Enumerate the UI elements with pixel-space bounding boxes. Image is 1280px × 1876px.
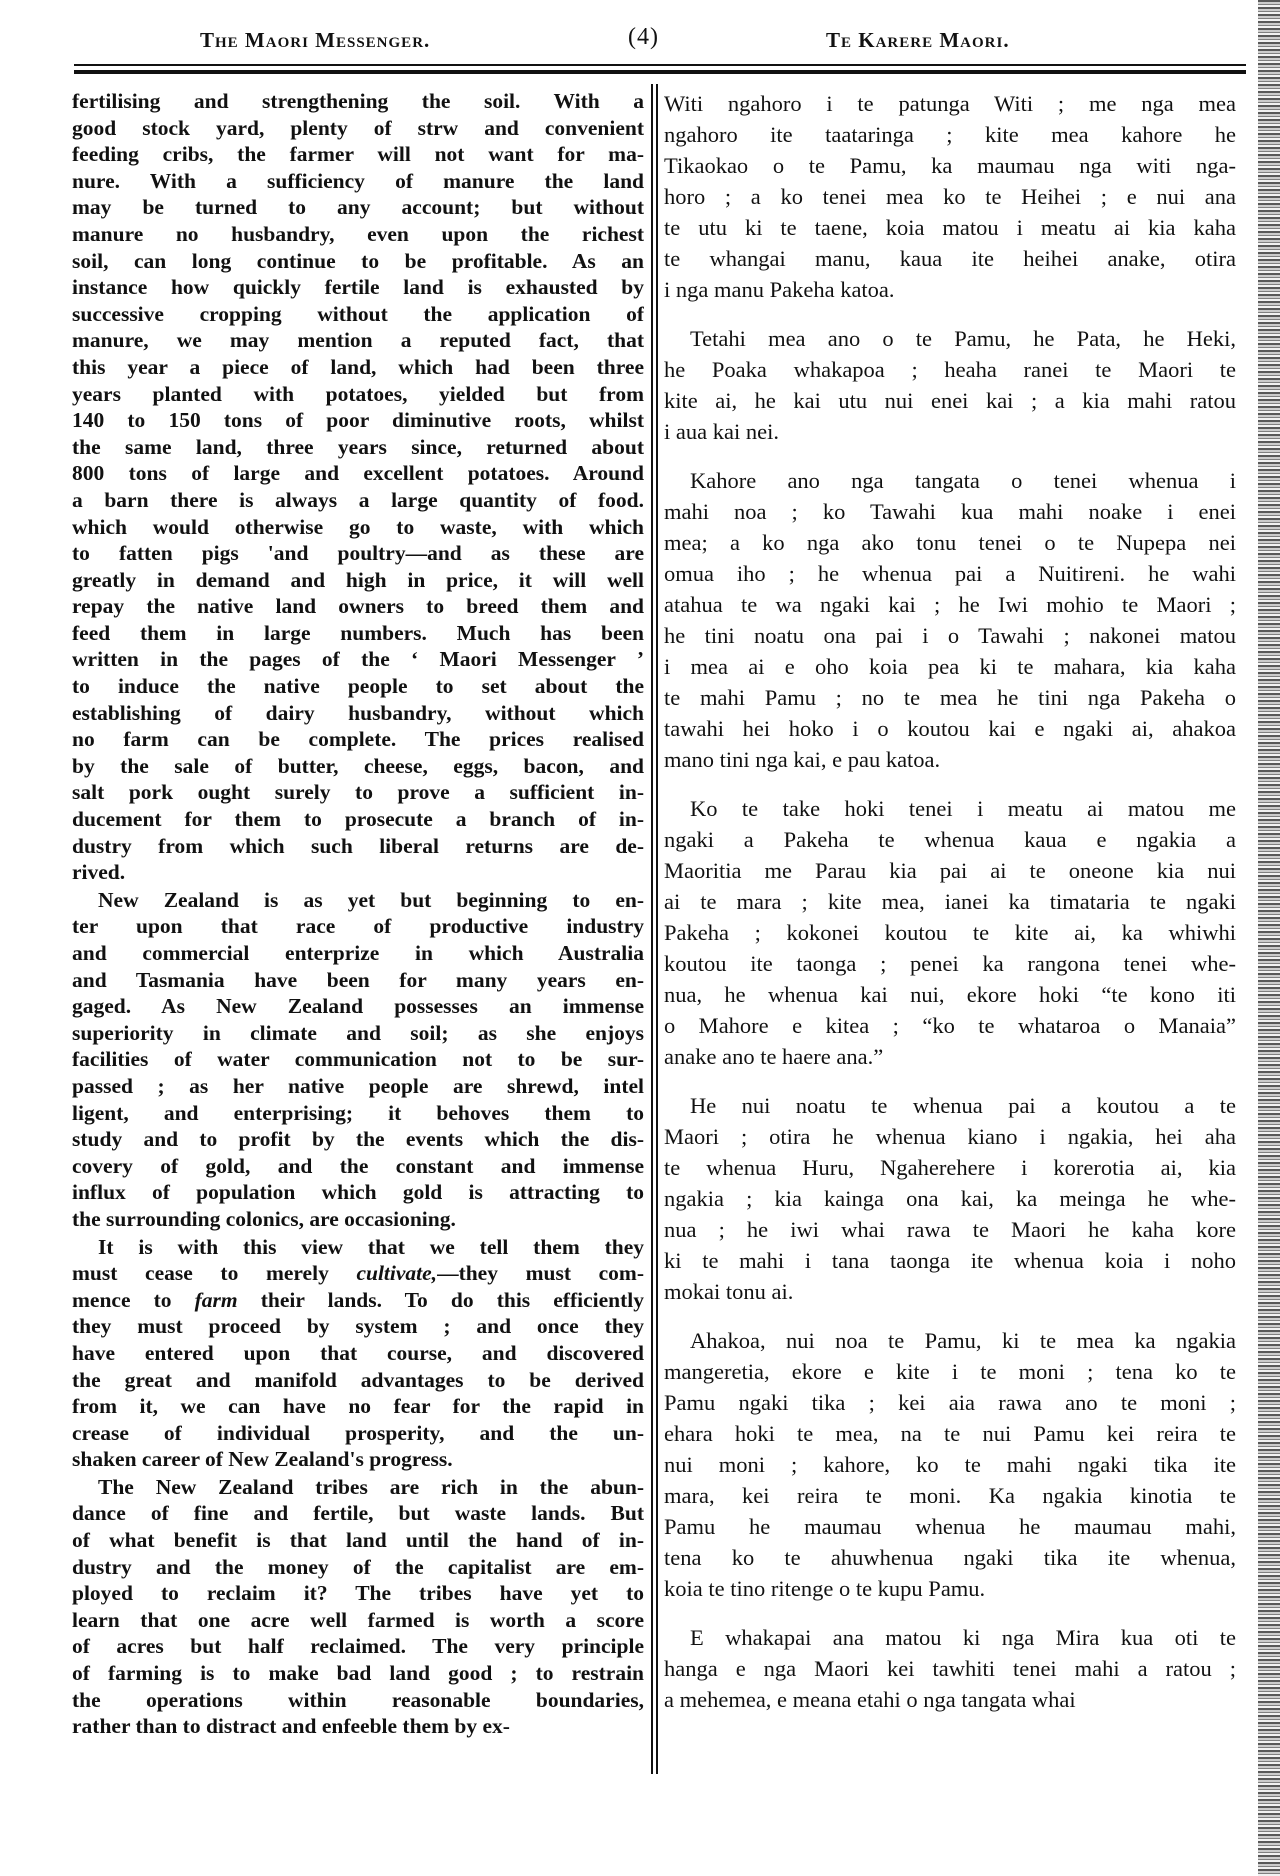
text-line: Ahakoa, nui noa te Pamu, ki te mea ka ngakia <box>690 1328 1236 1353</box>
text-line: Pakeha ; kokonei koutou te kite ai, ka whiwhi <box>664 920 1236 945</box>
text-line: anake ano te haere ana.” <box>664 1044 884 1069</box>
text-line: greatly in demand and high in price, it will well <box>72 567 644 592</box>
text-line: Maoritia me Parau kia pai ai te oneone kia nui <box>664 858 1236 883</box>
text-line: manure, we may mention a reputed fact, that <box>72 328 644 353</box>
text-line: ployed to reclaim it? The tribes have yet to <box>72 1581 644 1606</box>
text-line: Maori ; otira he whenua kiano i ngakia, hei aha <box>664 1124 1236 1149</box>
text-line: i aua kai nei. <box>664 419 779 444</box>
masthead-maori-title: Te Karere Maori. <box>826 28 1010 52</box>
paragraph <box>664 465 1236 775</box>
text-line: of what benefit is that land until the hand of in- <box>72 1528 644 1553</box>
text-line: he Poaka whakapoa ; heaha ranei te Maori te <box>664 357 1236 382</box>
paragraph <box>664 1622 1236 1715</box>
text-line: manure no husbandry, even upon the richest <box>72 221 644 246</box>
text-line: good stock yard, plenty of strw and convenient <box>72 115 644 140</box>
text-line: nure. With a sufficiency of manure the land <box>72 168 644 193</box>
text-line: no farm can be complete. The prices realised <box>72 727 644 752</box>
text-line: 800 tons of large and excellent potatoes. Around <box>72 461 644 486</box>
text-line: horo ; a ko tenei mea ko te Heihei ; e nui ana <box>664 184 1236 209</box>
text-line: ducement for them to prosecute a branch of in- <box>72 807 644 832</box>
scanned-page-edge <box>1258 0 1280 1876</box>
text-line: dance of fine and fertile, but waste lands. But <box>72 1501 644 1526</box>
text-line: mokai tonu ai. <box>664 1279 794 1304</box>
text-line: rather than to distract and enfeeble them by ex- <box>72 1714 510 1739</box>
text-line: Pamu ngaki tika ; kei aia rawa ano te moni ; <box>664 1390 1236 1415</box>
text-line: a barn there is always a large quantity of food. <box>72 487 644 512</box>
text-line: fertilising and strengthening the soil. With a <box>72 89 644 113</box>
paragraph <box>664 1090 1236 1307</box>
text-line <box>72 1260 644 1287</box>
text-line: tawahi hei hoko i o koutou kai e ngaki ai, ahakoa <box>664 716 1236 741</box>
text-line: The New Zealand tribes are rich in the abun- <box>98 1474 644 1499</box>
text-line: of acres but half reclaimed. The very principle <box>72 1634 644 1659</box>
text-line: te utu ki te taene, koia matou i meatu ai kia kaha <box>664 215 1236 240</box>
text-line <box>72 1287 644 1314</box>
text-line: nua ; he iwi whai rawa te Maori he kaha kore <box>664 1217 1236 1242</box>
text-line: te whenua Huru, Ngaherehere i korerotia ai, kia <box>664 1155 1236 1180</box>
text-line: i mea ai e oho koia pea ki te mahara, kia kaha <box>664 654 1236 679</box>
text-line: may be turned to any account; but without <box>72 195 644 220</box>
column-divider <box>651 84 653 1774</box>
text-line: salt pork ought surely to prove a sufficient in- <box>72 780 644 805</box>
text-line: soil, can long continue to be profitable. As an <box>72 248 644 273</box>
text-line: te whangai manu, kaua ite heihei anake, otira <box>664 246 1236 271</box>
text-line: koutou ite taonga ; penei ka rangona tenei whe- <box>664 951 1236 976</box>
text-line: and commercial enterprize in which Australia <box>72 941 644 965</box>
text-line: i nga manu Pakeha katoa. <box>664 277 895 302</box>
paragraph <box>72 1474 644 1740</box>
text-segment: mence to <box>72 1287 195 1312</box>
text-line: he tini noatu ona pai i o Tawahi ; nakonei matou <box>664 623 1236 648</box>
text-line: the surrounding colonics, are occasioning. <box>72 1206 456 1231</box>
text-line: to induce the native people to set about the <box>72 674 644 699</box>
text-line: have entered upon that course, and discovered <box>72 1340 644 1365</box>
text-line: and Tasmania have been for many years en- <box>72 967 644 992</box>
text-line: crease of individual prosperity, and the un- <box>72 1420 644 1445</box>
text-line: they must proceed by system ; and once they <box>72 1314 644 1339</box>
text-line: kite ai, he kai utu nui enei kai ; a kia mahi ratou <box>664 388 1236 413</box>
text-line: feed them in large numbers. Much has been <box>72 620 644 645</box>
text-line: by the sale of butter, cheese, eggs, bacon, and <box>72 753 644 778</box>
text-line: He nui noatu te whenua pai a koutou a te <box>690 1093 1236 1118</box>
italic-text: cultivate, <box>356 1261 438 1286</box>
text-line: passed ; as her native people are shrewd, intel <box>72 1073 644 1098</box>
text-line: dustry and the money of the capitalist are em- <box>72 1554 644 1579</box>
italic-text: farm <box>194 1287 238 1312</box>
text-line: learn that one acre well farmed is worth a score <box>72 1607 644 1632</box>
text-line: repay the native land owners to breed them and <box>72 594 644 619</box>
text-line: years planted with potatoes, yielded but from <box>72 381 644 406</box>
text-line: from it, we can have no fear for the rapid in <box>72 1394 644 1419</box>
text-line: mano tini nga kai, e pau katoa. <box>664 747 941 772</box>
text-line: nui moni ; kahore, ko te mahi ngaki tika ite <box>664 1452 1236 1477</box>
text-line: establishing of dairy husbandry, without which <box>72 700 644 725</box>
text-line: tena ko te ahuwhenua ngaki tika ite whenua, <box>664 1545 1236 1570</box>
text-segment: —they must com- <box>437 1261 644 1286</box>
text-line: E whakapai ana matou ki nga Mira kua oti te <box>690 1625 1236 1650</box>
masthead-english-title: The Maori Messenger. <box>200 28 431 52</box>
text-line: gaged. As New Zealand possesses an immense <box>72 994 644 1019</box>
paragraph <box>664 323 1236 447</box>
text-line: Tetahi mea ano o te Pamu, he Pata, he Heki, <box>690 326 1236 351</box>
text-line: the great and manifold advantages to be derived <box>72 1367 644 1392</box>
text-line: te mahi Pamu ; no te mea he tini nga Pakeha o <box>664 685 1236 710</box>
column-divider <box>656 84 658 1774</box>
header-rule-thin <box>74 64 1246 66</box>
text-line: Ko te take hoki tenei i meatu ai matou me <box>690 796 1236 821</box>
text-line: covery of gold, and the constant and immense <box>72 1153 644 1178</box>
text-line: ligent, and enterprising; it behoves them to <box>72 1100 644 1125</box>
text-line: facilities of water communication not to be sur- <box>72 1047 644 1072</box>
text-line: superiority in climate and soil; as she enjoys <box>72 1020 644 1045</box>
text-line: ngahoro ite taataringa ; kite mea kahore he <box>664 122 1236 147</box>
text-segment: their lands. To do this efficiently <box>237 1287 644 1312</box>
text-line: New Zealand is as yet but beginning to en- <box>98 887 644 912</box>
text-line: ki te mahi i tana taonga ite whenua koia i noho <box>664 1248 1236 1273</box>
paragraph <box>72 88 644 886</box>
text-line: instance how quickly fertile land is exhausted by <box>72 275 644 300</box>
maori-column <box>664 88 1236 1715</box>
text-line: mea; a ko nga ako tonu tenei o te Nupepa nei <box>664 530 1236 555</box>
text-line: feeding cribs, the farmer will not want for ma- <box>72 142 644 167</box>
paragraph <box>72 1234 644 1473</box>
text-line: Witi ngahoro i te patunga Witi ; me nga mea <box>664 91 1236 116</box>
text-line: the same land, three years since, returned about <box>72 434 644 459</box>
text-line: study and to profit by the events which the dis- <box>72 1127 644 1152</box>
paragraph <box>664 793 1236 1072</box>
header-rule-thick <box>74 70 1246 74</box>
text-line: Tikaokao o te Pamu, ka maumau nga witi nga- <box>664 153 1236 178</box>
text-line: written in the pages of the ‘ Maori Messenger ’ <box>72 647 644 672</box>
text-line: to fatten pigs 'and poultry—and as these are <box>72 541 644 566</box>
text-line: mangeretia, ekore e kite i te moni ; tena ko te <box>664 1359 1236 1384</box>
text-line: shaken career of New Zealand's progress. <box>72 1447 453 1472</box>
text-line: It is with this view that we tell them they <box>98 1234 644 1259</box>
text-line: of farming is to make bad land good ; to restrain <box>72 1661 644 1686</box>
text-line: which would otherwise go to waste, with which <box>72 514 644 539</box>
paragraph <box>664 88 1236 305</box>
text-line: ai te mara ; kite mea, ianei ka timataria te ngaki <box>664 889 1236 914</box>
text-line: this year a piece of land, which had been three <box>72 354 644 379</box>
text-line: influx of population which gold is attracting to <box>72 1180 644 1205</box>
text-line: the operations within reasonable boundaries, <box>72 1687 644 1712</box>
page-number: (4) <box>628 24 659 50</box>
text-line: 140 to 150 tons of poor diminutive roots, whilst <box>72 408 644 433</box>
paragraph <box>72 887 644 1233</box>
text-line: rived. <box>72 860 126 885</box>
paragraph <box>664 1325 1236 1604</box>
text-line: atahua te wa ngaki kai ; he Iwi mohio te Maori ; <box>664 592 1236 617</box>
text-line: ter upon that race of productive industry <box>72 914 644 939</box>
text-line: Kahore ano nga tangata o tenei whenua i <box>690 468 1236 493</box>
text-line: ngakia ; kia kainga ona kai, ka meinga he whe- <box>664 1186 1236 1211</box>
english-column <box>72 88 644 1740</box>
text-line: successive cropping without the application of <box>72 301 644 326</box>
text-line: mahi noa ; ko Tawahi kua mahi noake i enei <box>664 499 1236 524</box>
text-line: ehara hoki te mea, na te nui Pamu kei reira te <box>664 1421 1236 1446</box>
text-line: nua, he whenua kai nui, ekore hoki “te kono iti <box>664 982 1236 1007</box>
text-line: Pamu he maumau whenua he maumau mahi, <box>664 1514 1236 1539</box>
text-line: hanga e nga Maori kei tawhiti tenei mahi a ratou ; <box>664 1656 1236 1681</box>
text-line: omua iho ; he whenua pai a Nuitireni. he wahi <box>664 561 1236 586</box>
text-line: o Mahore e kitea ; “ko te whataroa o Manaia” <box>664 1013 1236 1038</box>
text-line: dustry from which such liberal returns are de- <box>72 833 644 858</box>
text-line: koia te tino ritenge o te kupu Pamu. <box>664 1576 986 1601</box>
text-line: ngaki a Pakeha te whenua kaua e ngakia a <box>664 827 1236 852</box>
text-line: mara, kei reira te moni. Ka ngakia kinotia te <box>664 1483 1236 1508</box>
text-segment: must cease to merely <box>72 1261 357 1286</box>
text-line: a mehemea, e meana etahi o nga tangata whai <box>664 1687 1076 1712</box>
